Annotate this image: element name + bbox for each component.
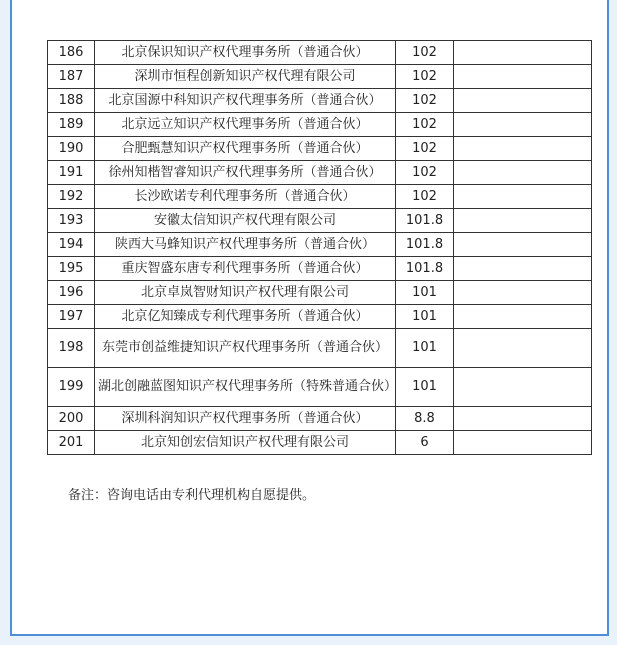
agency-name: 长沙欧诺专利代理事务所（普通合伙） — [95, 185, 396, 209]
table-row — [48, 431, 592, 455]
agency-name: 东莞市创益维捷知识产权代理事务所（普通合伙） — [95, 329, 396, 368]
row-number: 190 — [48, 137, 95, 161]
agency-name: 北京国源中科知识产权代理事务所（普通合伙） — [95, 89, 396, 113]
table-row — [48, 65, 592, 89]
table-row — [48, 305, 592, 329]
row-number: 192 — [48, 185, 95, 209]
row-number: 187 — [48, 65, 95, 89]
table-row — [48, 407, 592, 431]
table-row — [48, 161, 592, 185]
agency-phone — [454, 185, 592, 209]
table-row — [48, 41, 592, 65]
agency-name: 北京知创宏信知识产权代理有限公司 — [95, 431, 396, 455]
agency-phone — [454, 209, 592, 233]
agency-score: 101 — [396, 281, 454, 305]
agency-score: 101 — [396, 305, 454, 329]
agency-score: 102 — [396, 137, 454, 161]
table-row — [48, 281, 592, 305]
agency-score: 102 — [396, 65, 454, 89]
table-row — [48, 209, 592, 233]
row-number: 200 — [48, 407, 95, 431]
agency-name: 北京卓岚智财知识产权代理有限公司 — [95, 281, 396, 305]
agency-phone — [454, 137, 592, 161]
agency-name: 安徽太信知识产权代理有限公司 — [95, 209, 396, 233]
agency-table-body — [48, 41, 592, 455]
row-number: 196 — [48, 281, 95, 305]
footnote-remark: 备注：咨询电话由专利代理机构自愿提供。 — [68, 488, 316, 503]
agency-phone — [454, 431, 592, 455]
agency-score: 6 — [396, 431, 454, 455]
agency-score: 101.8 — [396, 257, 454, 281]
row-number: 195 — [48, 257, 95, 281]
agency-phone — [454, 41, 592, 65]
row-number: 191 — [48, 161, 95, 185]
agency-name: 陕西大马蜂知识产权代理事务所（普通合伙） — [95, 233, 396, 257]
row-number: 189 — [48, 113, 95, 137]
table-row — [48, 329, 592, 368]
agency-name: 徐州知楷智睿知识产权代理事务所（普通合伙） — [95, 161, 396, 185]
table-row — [48, 185, 592, 209]
agency-score: 101 — [396, 368, 454, 407]
agency-phone — [454, 281, 592, 305]
row-number: 201 — [48, 431, 95, 455]
agency-phone — [454, 161, 592, 185]
agency-score: 102 — [396, 41, 454, 65]
agency-phone — [454, 65, 592, 89]
agency-name: 湖北创融蓝图知识产权代理事务所（特殊普通合伙） — [95, 368, 396, 407]
agency-name: 北京保识知识产权代理事务所（普通合伙） — [95, 41, 396, 65]
agency-name: 北京远立知识产权代理事务所（普通合伙） — [95, 113, 396, 137]
table-row — [48, 137, 592, 161]
agency-score: 101 — [396, 329, 454, 368]
table-row — [48, 89, 592, 113]
agency-table — [47, 40, 592, 455]
agency-name: 合肥甄慧知识产权代理事务所（普通合伙） — [95, 137, 396, 161]
agency-score: 102 — [396, 185, 454, 209]
agency-name: 北京亿知臻成专利代理事务所（普通合伙） — [95, 305, 396, 329]
agency-score: 102 — [396, 89, 454, 113]
agency-phone — [454, 329, 592, 368]
document-page — [10, 0, 609, 636]
row-number: 186 — [48, 41, 95, 65]
table-row — [48, 368, 592, 407]
table-row — [48, 257, 592, 281]
agency-phone — [454, 113, 592, 137]
agency-score: 101.8 — [396, 209, 454, 233]
agency-score: 102 — [396, 113, 454, 137]
row-number: 188 — [48, 89, 95, 113]
agency-score: 101.8 — [396, 233, 454, 257]
row-number: 199 — [48, 368, 95, 407]
agency-phone — [454, 407, 592, 431]
agency-score: 102 — [396, 161, 454, 185]
table-row — [48, 113, 592, 137]
agency-name: 深圳市恒程创新知识产权代理有限公司 — [95, 65, 396, 89]
row-number: 198 — [48, 329, 95, 368]
agency-phone — [454, 257, 592, 281]
agency-phone — [454, 233, 592, 257]
agency-phone — [454, 305, 592, 329]
table-row — [48, 233, 592, 257]
row-number: 194 — [48, 233, 95, 257]
agency-phone — [454, 89, 592, 113]
agency-name: 深圳科润知识产权代理事务所（普通合伙） — [95, 407, 396, 431]
agency-phone — [454, 368, 592, 407]
row-number: 197 — [48, 305, 95, 329]
agency-name: 重庆智盛东唐专利代理事务所（普通合伙） — [95, 257, 396, 281]
agency-score: 8.8 — [396, 407, 454, 431]
row-number: 193 — [48, 209, 95, 233]
